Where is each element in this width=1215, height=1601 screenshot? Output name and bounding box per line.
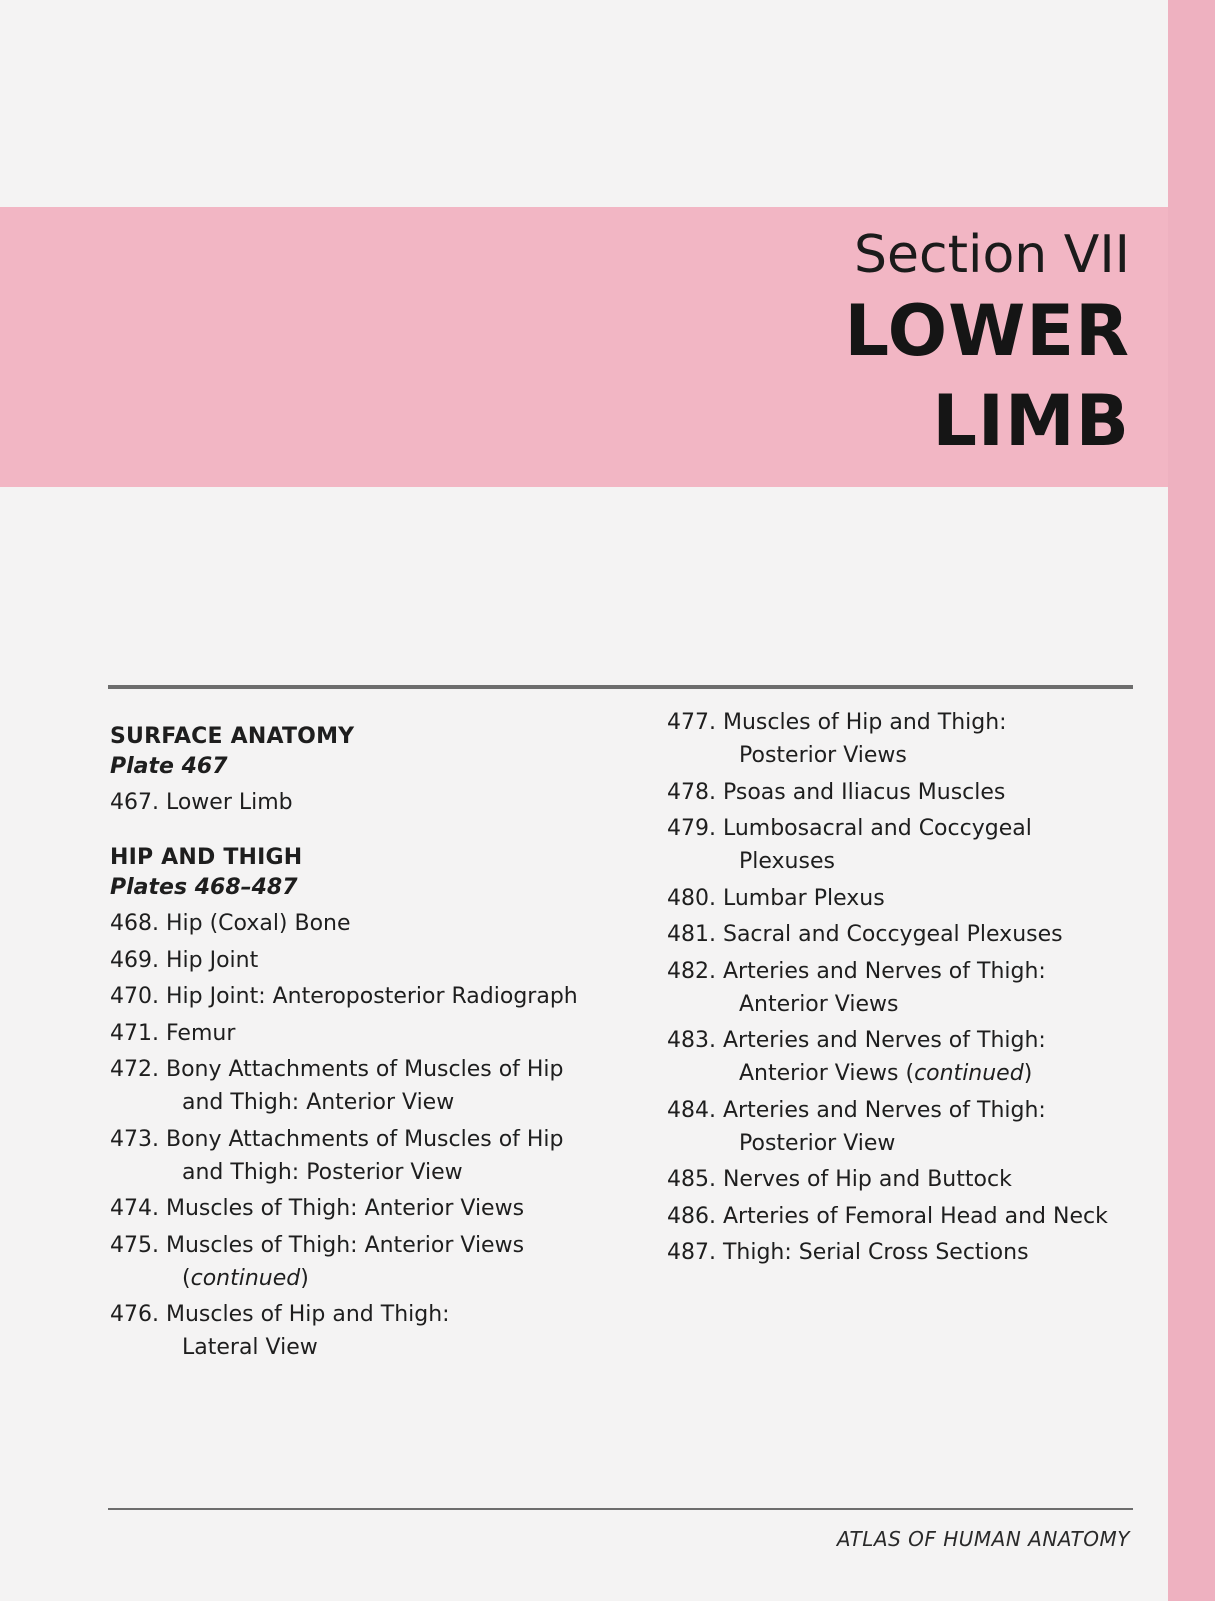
plate-title: 481. Sacral and Coccygeal Plexuses <box>667 922 1063 947</box>
list-item <box>667 882 1147 915</box>
plate-title: 476. Muscles of Hip and Thigh: <box>110 1302 450 1327</box>
section-title-block <box>844 224 1130 466</box>
list-item <box>110 1229 630 1295</box>
contents-group-hip-and-thigh <box>110 843 630 1364</box>
list-item <box>110 1192 630 1225</box>
list-item <box>667 1163 1147 1196</box>
plate-title: 486. Arteries of Femoral Head and Neck <box>667 1203 1108 1229</box>
plate-title: 470. Hip Joint: Anteroposterior Radiograph <box>110 984 578 1009</box>
plate-title: 473. Bony Attachments of Muscles of Hip <box>110 1126 564 1152</box>
plate-title: 483. Arteries and Nerves of Thigh: <box>667 1028 1046 1053</box>
top-divider <box>108 685 1133 689</box>
group-plates: Plates 468–487 <box>110 875 298 900</box>
continued-note: continued <box>914 1061 1024 1086</box>
plate-title: 471. Femur <box>110 1020 236 1046</box>
contents-left-column <box>110 722 630 1386</box>
list-item <box>110 786 630 819</box>
section-label: Section VII <box>854 225 1130 285</box>
plate-title-continuation: and Thigh: Anterior View <box>182 1090 455 1115</box>
plate-title: 480. Lumbar Plexus <box>667 885 885 911</box>
list-item <box>667 706 1147 772</box>
plate-title-continuation: Anterior Views (continued) <box>739 1061 1033 1086</box>
plate-title: 487. Thigh: Serial Cross Sections <box>667 1240 1029 1265</box>
group-heading: SURFACE ANATOMY <box>110 724 355 749</box>
plate-title: 469. Hip Joint <box>110 947 259 973</box>
list-item <box>667 955 1147 1021</box>
plate-title-continuation-text: Anterior Views <box>739 1061 899 1086</box>
plate-title-continuation: and Thigh: Posterior View <box>182 1159 463 1185</box>
list-item <box>667 1200 1147 1233</box>
plate-title: 478. Psoas and Iliacus Muscles <box>667 779 1006 805</box>
plate-list <box>667 706 1147 1269</box>
list-item <box>667 812 1147 878</box>
plate-title: 475. Muscles of Thigh: Anterior Views <box>110 1232 525 1258</box>
plate-title-continuation: Lateral View <box>182 1335 318 1360</box>
plate-list <box>110 786 630 819</box>
contents-group-surface-anatomy <box>110 722 630 819</box>
plate-title: 484. Arteries and Nerves of Thigh: <box>667 1097 1046 1123</box>
section-title-line-2: LIMB <box>932 380 1130 462</box>
plate-list <box>110 907 630 1364</box>
plate-title: 467. Lower Limb <box>110 790 293 815</box>
list-item <box>667 1236 1147 1269</box>
plate-title: 479. Lumbosacral and Coccygeal <box>667 816 1032 841</box>
continued-note: continued <box>190 1265 301 1291</box>
contents-right-column <box>667 706 1147 1273</box>
footer-book-title: ATLAS OF HUMAN ANATOMY <box>836 1527 1130 1551</box>
bottom-divider <box>108 1508 1133 1510</box>
list-item <box>667 1094 1147 1160</box>
plate-title: 482. Arteries and Nerves of Thigh: <box>667 958 1046 984</box>
list-item <box>110 1053 630 1119</box>
plate-title-continuation: Posterior View <box>739 1130 896 1156</box>
plate-title-continuation: (continued) <box>182 1265 309 1291</box>
list-item <box>667 918 1147 951</box>
plate-title-continuation: Posterior Views <box>739 743 907 768</box>
plate-title: 477. Muscles of Hip and Thigh: <box>667 710 1007 735</box>
list-item <box>110 1298 630 1364</box>
section-title-line-1: LOWER <box>844 290 1130 372</box>
list-item <box>110 1017 630 1050</box>
plate-title: 485. Nerves of Hip and Buttock <box>667 1167 1012 1192</box>
side-color-strip <box>1168 0 1215 1601</box>
list-item <box>110 907 630 940</box>
list-item <box>667 776 1147 809</box>
list-item <box>667 1024 1147 1090</box>
group-heading: HIP AND THIGH <box>110 845 303 870</box>
group-plates: Plate 467 <box>110 754 228 779</box>
list-item <box>110 944 630 977</box>
plate-title-continuation: Plexuses <box>739 849 835 874</box>
plate-title: 468. Hip (Coxal) Bone <box>110 911 351 936</box>
list-item <box>110 980 630 1013</box>
plate-title: 472. Bony Attachments of Muscles of Hip <box>110 1057 564 1082</box>
plate-title: 474. Muscles of Thigh: Anterior Views <box>110 1196 525 1221</box>
plate-title-continuation: Anterior Views <box>739 991 899 1017</box>
list-item <box>110 1123 630 1189</box>
